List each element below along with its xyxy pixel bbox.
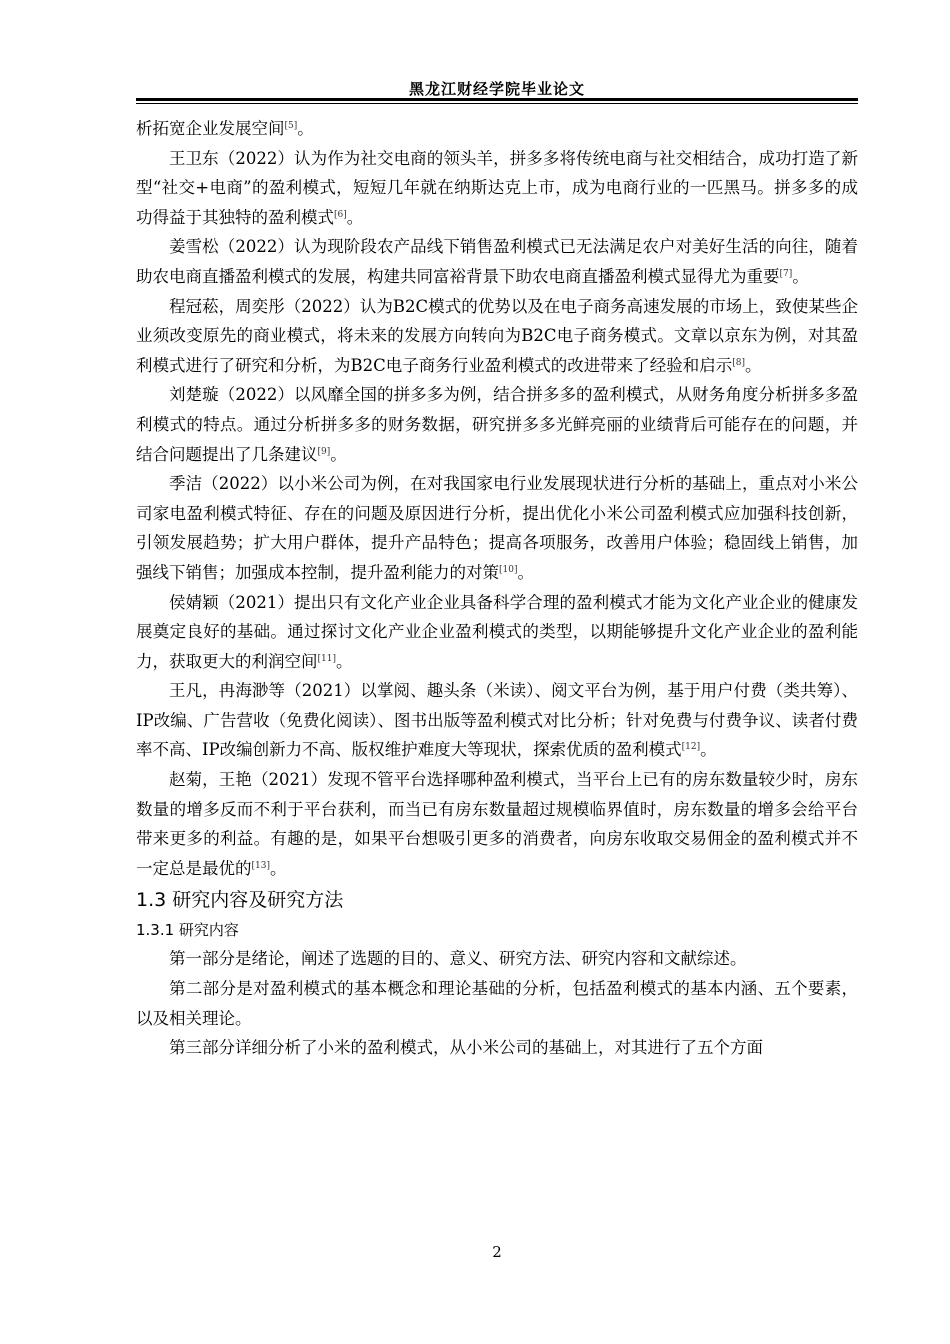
running-header-title: 黑龙江财经学院毕业论文 [408, 80, 585, 98]
body-paragraph-4: 程冠菘，周奕彤（2022）认为B2C模式的优势以及在电子商务高速发展的市场上，致使某些企业须改变原先的商业模式，将未来的发展方向转向为B2C电子商务模式。文章以京东为例，对其盈利模式进行了研究和分析，为B2C电子商务行业盈利模式的改进带来了经验和启示[8]。 [136, 296, 858, 375]
citation-ref: [10] [499, 564, 518, 575]
citation-ref: [12] [681, 742, 701, 753]
body-paragraph-5: 刘楚璇（2022）以风靡全国的拼多多为例，结合拼多多的盈利模式，从财务角度分析拼多多盈利模式的特点。通过分析拼多多的财务数据，研究拼多多光鲜亮丽的业绩背后可能存在的问题，并结合问题提出了几条建议[9]。 [136, 385, 858, 464]
citation-ref: [9] [317, 446, 331, 457]
body-paragraph-8: 王凡，冉海渺等（2021）以掌阅、趣头条（米读）、阅文平台为例，基于用户付费（类共筹）、IP改编、广告营收（免费化阅读）、图书出版等盈利模式对比分析；针对免费与付费争议、读者付费率不高、IP改编创新力不高、版权维护难度大等现状，探索优质的盈利模式[12]。 [136, 681, 858, 760]
body-paragraph-7: 侯婧颖（2021）提出只有文化产业企业具备科学合理的盈利模式才能为文化产业企业的健康发展奠定良好的基础。通过探讨文化产业企业盈利模式的类型，以期能够提升文化产业企业的盈利能力，获取更大的利润空间[11]。 [136, 592, 858, 671]
citation-ref: [6] [334, 209, 347, 220]
subsection-heading: 1.3.1 研究内容 [136, 921, 239, 940]
page-body [136, 114, 858, 1063]
section-paragraph-3: 第三部分详细分析了小米的盈利模式，从小米公司的基础上，对其进行了五个方面 [169, 1038, 763, 1058]
section-heading: 1.3 研究内容及研究方法 [136, 889, 344, 912]
citation-ref: [8] [732, 357, 745, 368]
body-paragraph-3: 姜雪松（2022）认为现阶段农产品线下销售盈利模式已无法满足农户对美好生活的向往，随着助农电商直播盈利模式的发展，构建共同富裕背景下助农电商直播盈利模式显得尤为重要[7]。 [136, 237, 858, 286]
body-paragraph-1: 析拓宽企业发展空间[5]。 [136, 119, 314, 138]
section-paragraph-1: 第一部分是绪论，阐述了选题的目的、意义、研究方法、研究内容和文献综述。 [169, 949, 747, 969]
page-number: 2 [492, 1243, 502, 1261]
section-paragraph-2: 第二部分是对盈利模式的基本概念和理论基础的分析，包括盈利模式的基本内涵、五个要素，以及相关理论。 [136, 979, 858, 1028]
header-rule-thick [136, 98, 858, 101]
header-rule-thin [136, 103, 858, 104]
body-paragraph-9: 赵菊，王艳（2021）发现不管平台选择哪种盈利模式，当平台上已有的房东数量较少时，房东数量的增多反而不利于平台获利，而当已有房东数量超过规模临界值时，房东数量的增多会给平台带来更多的利益。有趣的是，如果平台想吸引更多的消费者，向房东收取交易佣金的盈利模式并不一定总是最优的[13]。 [136, 770, 858, 878]
citation-ref: [13] [251, 860, 270, 871]
citation-ref: [5] [284, 121, 298, 131]
body-paragraph-2: 王卫东（2022）认为作为社交电商的领头羊，拼多多将传统电商与社交相结合，成功打造了新型“社交+电商”的盈利模式，短短几年就在纳斯达克上市，成为电商行业的一匹黑马。拼多多的成功得益于其独特的盈利模式[6]。 [136, 148, 858, 227]
body-paragraph-6: 季洁（2022）以小米公司为例，在对我国家电行业发展现状进行分析的基础上，重点对小米公司家电盈利模式特征、存在的问题及原因进行分析，提出优化小米公司盈利模式应加强科技创新，引领发展趋势；扩大用户群体，提升产品特色；提高各项服务，改善用户体验；稳固线上销售，加强线下销售；加强成本控制，提升盈利能力的对策[10]。 [136, 474, 858, 582]
citation-ref: [11] [317, 653, 336, 664]
citation-ref: [7] [779, 268, 793, 279]
